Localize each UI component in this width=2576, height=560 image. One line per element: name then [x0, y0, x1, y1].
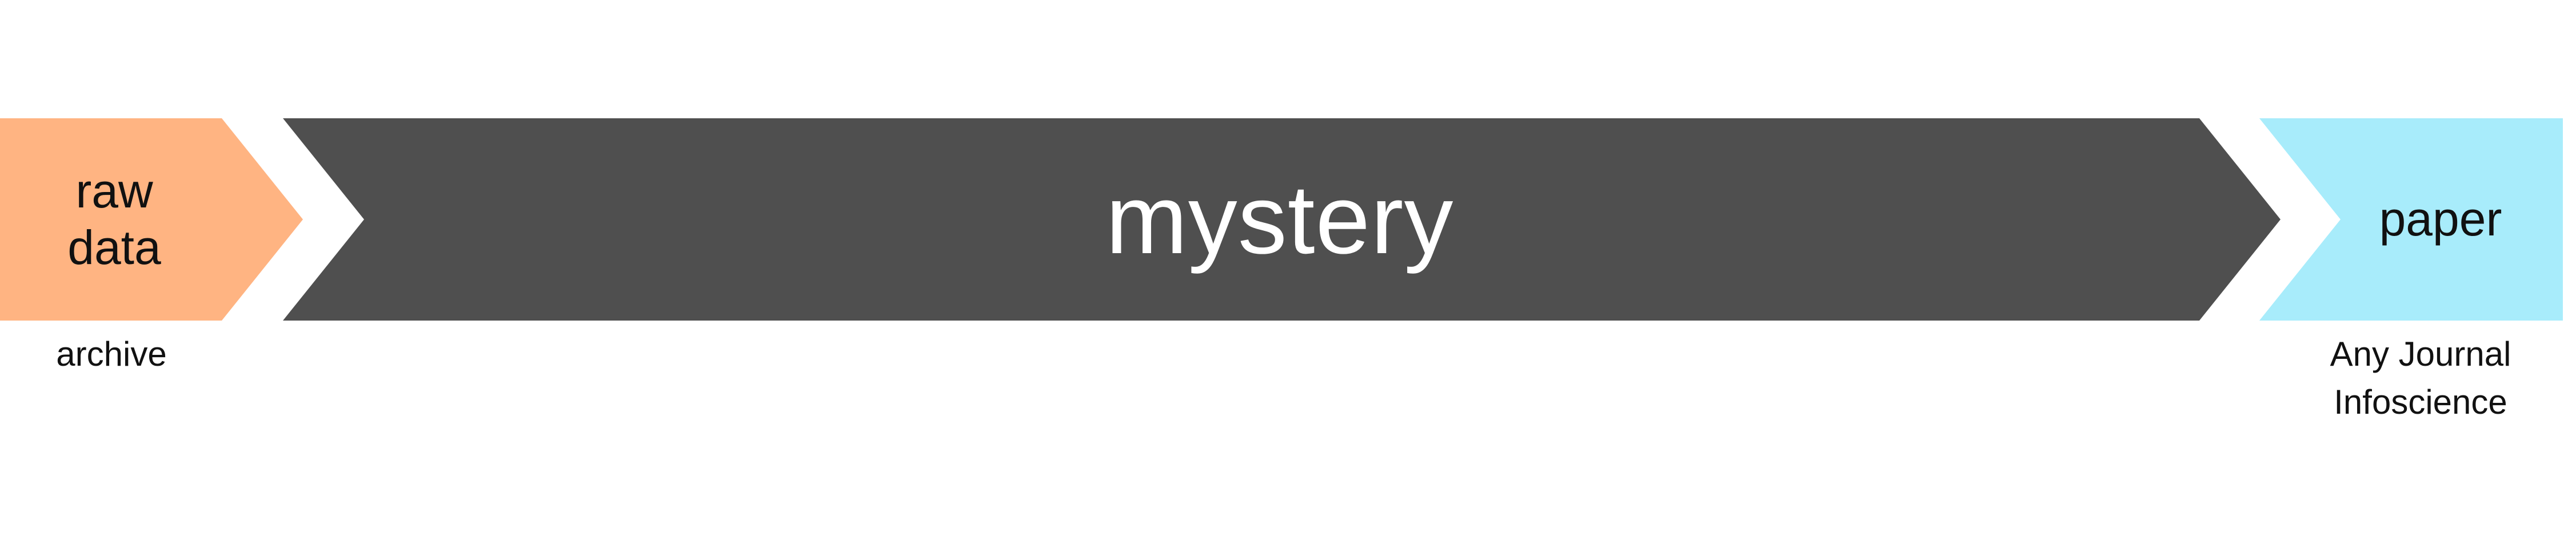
infoscience-caption: Infoscience — [2334, 383, 2507, 421]
archive-caption-text: archive — [56, 335, 167, 373]
mystery-label-text: mystery — [1105, 164, 1454, 274]
paper-label-text: paper — [2379, 192, 2502, 246]
raw-data-label — [0, 118, 229, 321]
raw-data-label-line-1: raw — [75, 163, 153, 218]
paper-destinations-caption — [2298, 330, 2543, 426]
paper-label — [2372, 118, 2509, 321]
mystery-label — [283, 118, 2277, 321]
any-journal-caption: Any Journal — [2330, 335, 2511, 373]
raw-data-label-line-2: data — [67, 221, 161, 274]
archive-caption — [0, 330, 223, 378]
